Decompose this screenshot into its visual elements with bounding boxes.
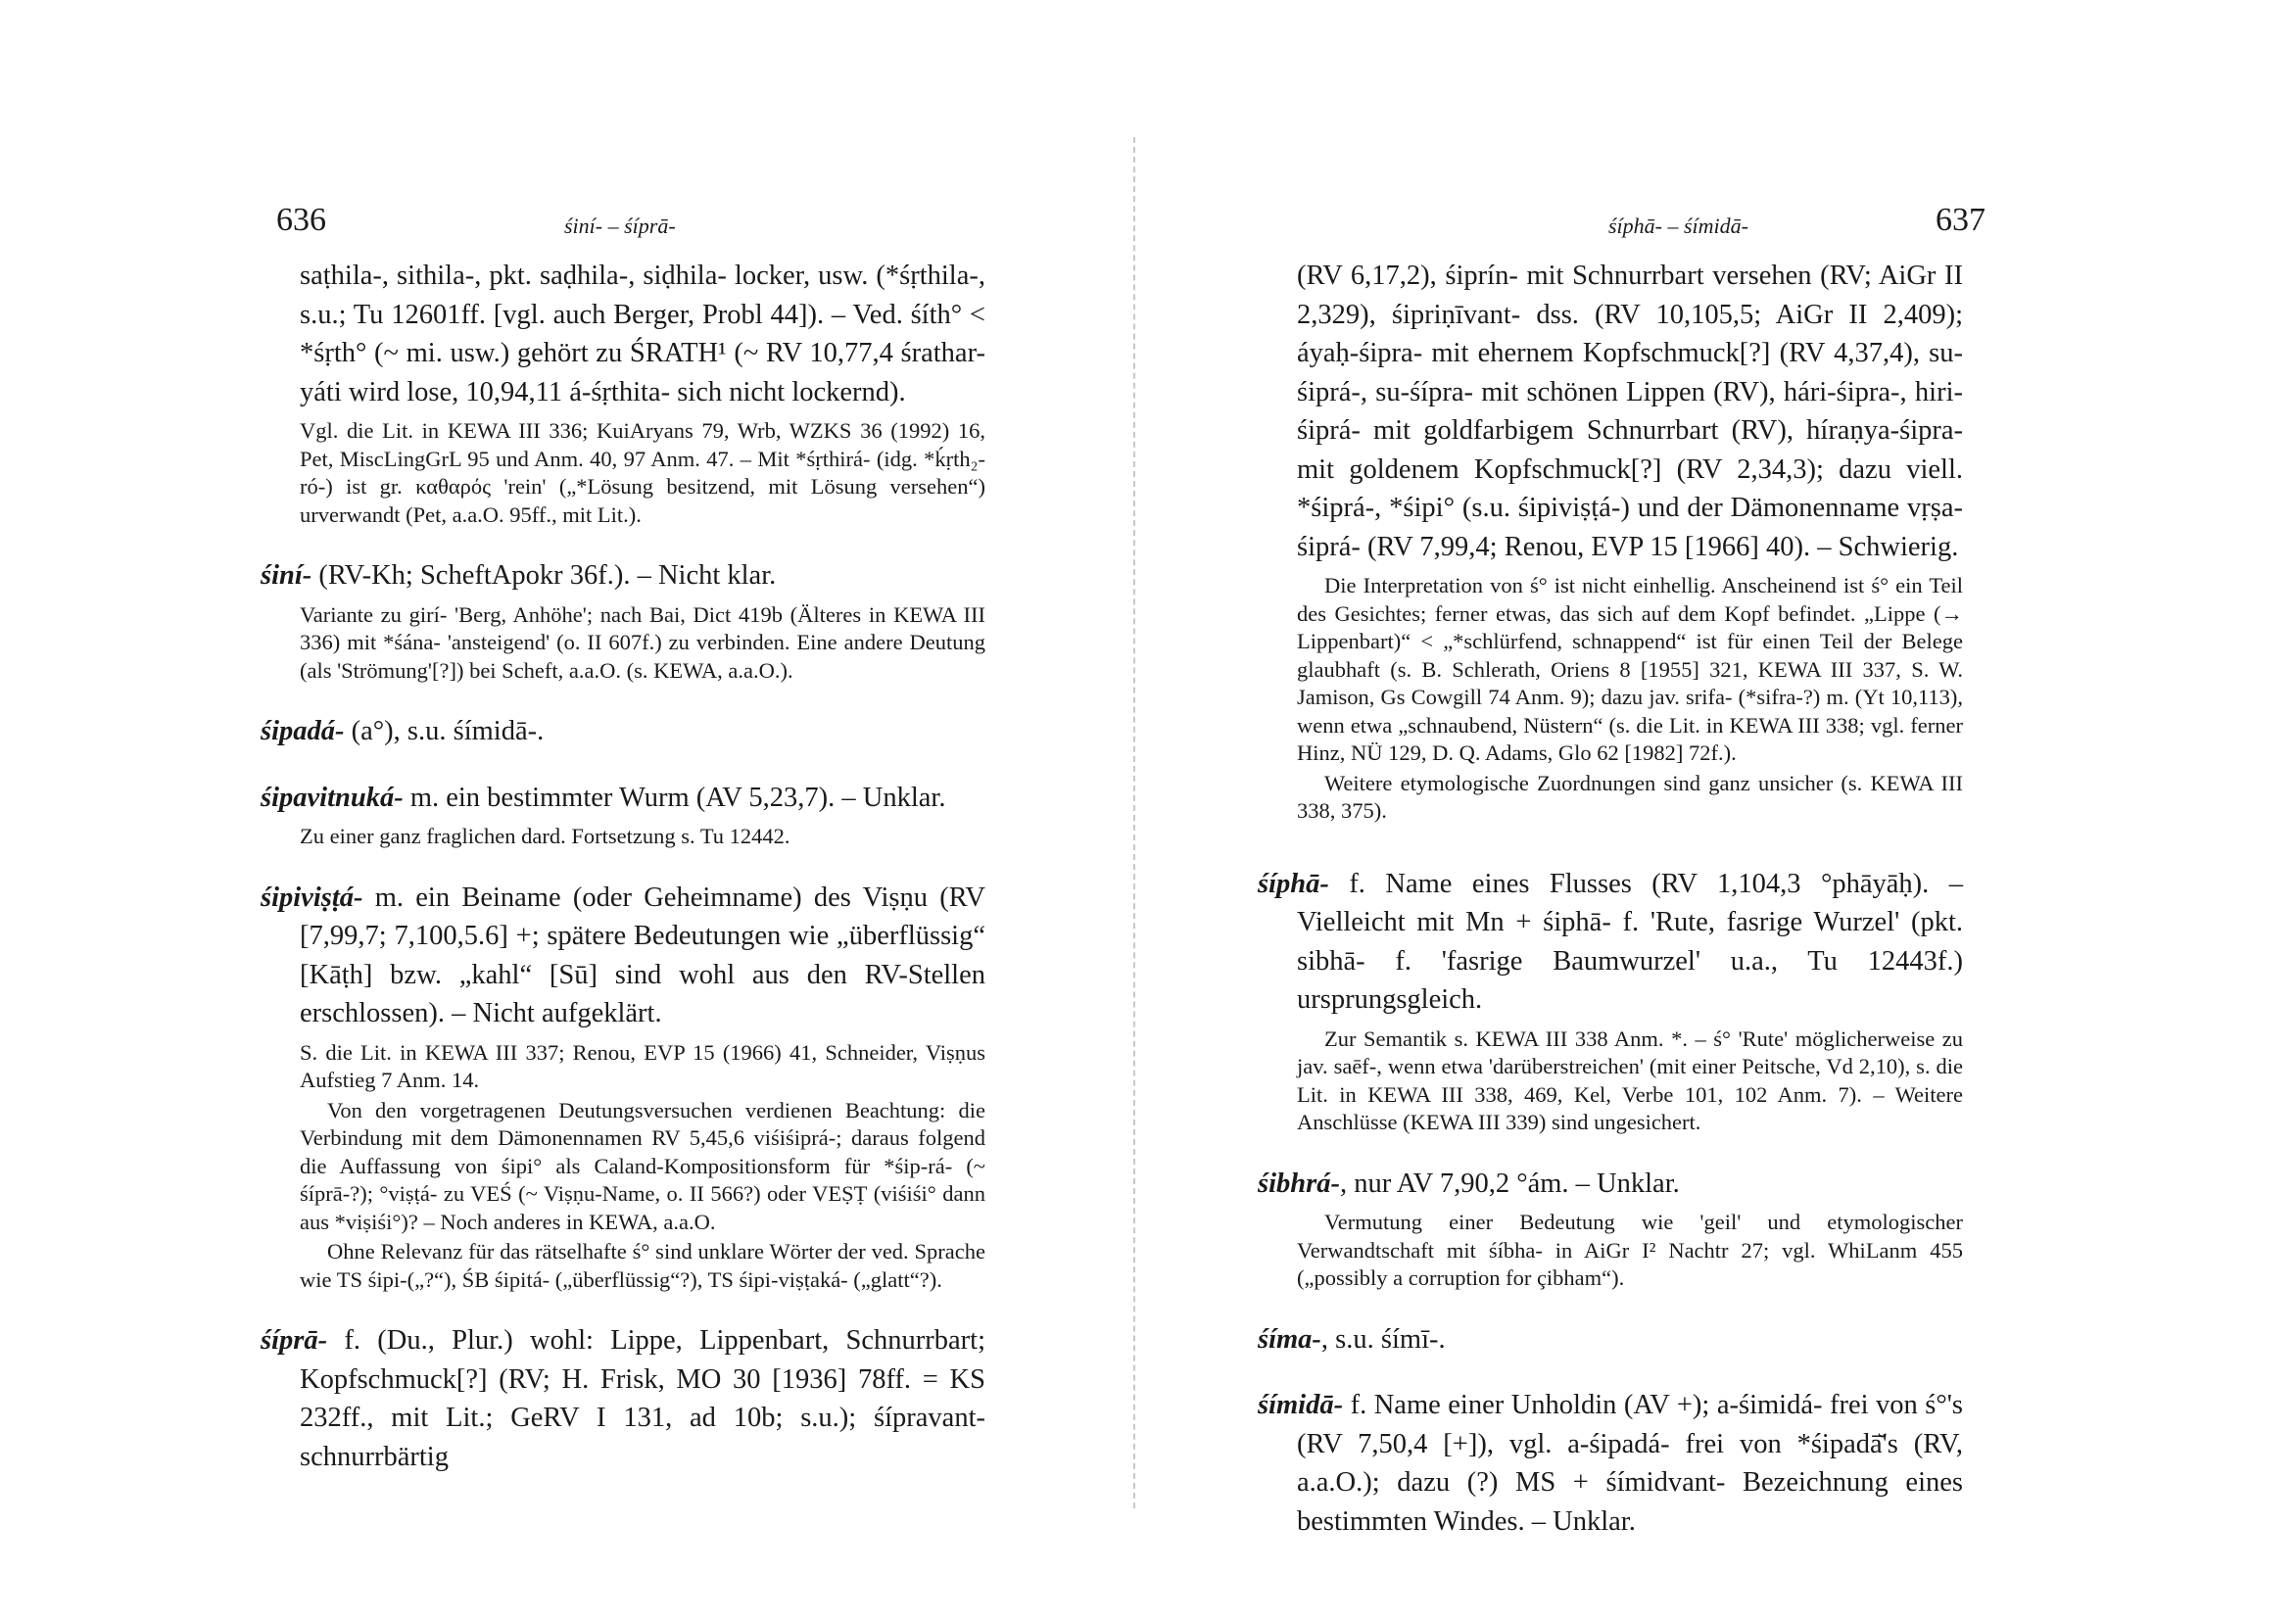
entry-text: (a°), s.u. śímidā-. — [344, 716, 545, 746]
page-body — [261, 257, 985, 1476]
entry-text: m. ein bestimmter Wurm (AV 5,23,7). – Unklar. — [403, 782, 946, 813]
lemma: śipiviṣṭá- — [261, 882, 363, 913]
page-number: 637 — [1936, 202, 1985, 238]
entry-sipha — [1258, 865, 1963, 1020]
entry-text: , s.u. śímī-. — [1320, 1323, 1446, 1355]
lemma: śibhrá- — [1258, 1168, 1340, 1199]
entry-sipivista — [261, 879, 985, 1033]
entry-text: f. Name eines Flusses (RV 1,104,3 °phāyāḥ). – Vielleicht mit Mn + śiphā- f. 'Rute, fasrige Wurzel' (pkt. sibhā- f. 'fasrige Baumwurzel' u.a., Tu 12443f.) ursprungsgleich. — [1297, 868, 1963, 1015]
entry-text: , nur AV 7,90,2 °ám. – Unklar. — [1339, 1168, 1680, 1199]
lemma: śíma- — [1258, 1323, 1321, 1355]
note: Die Interpretation von ś° ist nicht einhellig. Anscheinend ist ś° ein Teil des Gesichtes; ferner etwas, das sich auf dem Kopf befindet. „Lippe (→ Lippenbart)“ < „*schlürfend, schnappend“ ist für einen Teil der Belege glaubhaft (s. B. Schlerath, Oriens 8 [1955] 321, KEWA III 337, S. W. Jamison, Gs Cowgill 74 Anm. 9); dazu jav. srifa- (*sifra-?) m. (Yt 10,113), wenn etwa „schnaubend, Nüstern“ (s. die Lit. in KEWA III 338; vgl. ferner Hinz, NÜ 129, D. Q. Adams, Glo 62 [1982] 72f.). — [1297, 573, 1963, 765]
note: Weitere etymologische Zuordnungen sind ganz unsicher (s. KEWA III 338, 375). — [1297, 770, 1963, 823]
note: Zur Semantik s. KEWA III 338 Anm. *. – ś° 'Rute' möglicherweise zu jav. saēf-, wenn etwa 'darüberstreichen' (mit einer Peitsche, Vd 2,10), s. die Lit. in KEWA III 338, 469, Kel, Verbe 101, 102 Anm. 7). – Weitere Anschlüsse (KEWA III 339) sind ungesichert. — [1297, 1026, 1963, 1134]
entry-text: m. ein Beiname (oder Geheimname) des Viṣṇu (RV [7,99,7; 7,100,5.6] +; spätere Bedeutungen wie „überflüssig“ [Kāṭh] bzw. „kahl“ [Sū] sind wohl aus den RV-Stellen erschlossen). – Nicht aufgeklärt. — [300, 882, 985, 1028]
note: Zu einer ganz fraglichen dard. Fortsetzung s. Tu 12442. — [300, 824, 790, 848]
lemma: śímidā- — [1258, 1390, 1344, 1420]
lemma: śipadá- — [261, 716, 345, 746]
lemma: śíphā- — [1258, 868, 1329, 899]
entry-text: (RV-Kh; ScheftApokr 36f.). – Nicht klar. — [311, 560, 777, 591]
entry-sibhra — [1258, 1165, 1963, 1204]
note: Von den vorgetragenen Deutungsversuchen verdienen Beachtung: die Verbindung mit dem Dämonennamen RV 5,45,6 viśiśiprá-; daraus folgend die Auffassung von śipi° als Caland-Kompositionsform für *śip-rá- (~ śíprā-?); °viṣṭá- zu VEŚ (~ Viṣṇu-Name, o. II 566?) oder VEṢṬ (viśiśi° dann aus *viṣiśi°)? – Noch anderes in KEWA, a.a.O. — [300, 1097, 985, 1234]
page-body — [1258, 257, 1963, 1541]
entry-text: f. (Du., Plur.) wohl: Lippe, Lippenbart, Schnurrbart; Kopfschmuck[?] (RV; H. Frisk, MO 30 [1936] 78ff. = KS 232ff., mit Lit.; GeRV I 131, ad 10b; s.u.); śípravant- schnurrbärtig — [300, 1325, 985, 1472]
entry-sipavitnuka — [261, 779, 985, 818]
note: Variante zu girí- 'Berg, Anhöhe'; nach Bai, Dict 419b (Älteres in KEWA III 336) mit *śána- 'ansteigend' (o. II 607f.) zu verbinden. Eine andere Deutung (als 'Strömung'[?]) bei Scheft, a.a.O. (s. KEWA, a.a.O.). — [300, 601, 985, 683]
running-head: śiní- – śíprā- — [564, 214, 676, 238]
lemma: śiní- — [261, 560, 312, 591]
entry-text: f. Name einer Unholdin (AV +); a-śimidá- frei von ś°'s (RV 7,50,4 [+]), vgl. a-śipadá- frei von *śipadā̆'s (RV, a.a.O.); dazu (?) MS + śímidvant- Bezeichnung eines bestimmten Windes. – Unklar. — [1297, 1390, 1963, 1537]
note: S. die Lit. in KEWA III 337; Renou, EVP 15 (1966) 41, Schneider, Viṣṇus Aufstieg 7 Anm. 14. — [300, 1039, 985, 1092]
entry-sipada — [261, 712, 985, 751]
page-number: 636 — [276, 202, 326, 238]
entry-sini — [261, 556, 985, 596]
note: Vgl. die Lit. in KEWA III 336; KuiAryans 79, Wrb, WZKS 36 (1992) 16, Pet, MiscLingGrL 95 und Anm. 40, 97 Anm. 47. – Mit *śṛthirá- (idg. *ḱṛth₂-ró-) ist gr. καθαρός 'rein' („*Lösung besitzend, mit Lösung versehen“) urverwandt (Pet, a.a.O. 95ff., mit Lit.). — [300, 418, 985, 527]
right-page — [1136, 0, 2296, 1622]
lemma: śipavitnuká- — [261, 782, 404, 813]
entry-simida — [1258, 1386, 1963, 1541]
note: Vermutung einer Bedeutung wie 'geil' und etymologischer Verwandtschaft mit śíbha- in AiGr I² Nachtr 27; vgl. WhiLanm 455 („possibly a corruption for çibham“). — [1297, 1210, 1963, 1290]
entry-sima — [1258, 1320, 1963, 1360]
lemma: śíprā- — [261, 1325, 328, 1356]
entry-sipra — [261, 1321, 985, 1476]
entry-continuation: saṭhila-, sithila-, pkt. saḍhila-, siḍhila- locker, usw. (*śṛthila-, s.u.; Tu 12601ff. [vgl. auch Berger, Probl 44]). – Ved. śíth° < *śṛth° (~ mi. usw.) gehört zu ŚRATH¹ (~ RV 10,77,4 śrathar-yáti wird lose, 10,94,11 á-śṛthita- sich nicht lockernd). — [300, 261, 985, 407]
left-page — [0, 0, 1136, 1622]
running-head: śíphā- – śímidā- — [1608, 214, 1748, 238]
entry-continuation: (RV 6,17,2), śiprín- mit Schnurrbart versehen (RV; AiGr II 2,329), śipriṇīvant- dss. (RV 10,105,5; AiGr II 2,409); áyaḥ-śipra- mit ehernem Kopfschmuck[?] (RV 4,37,4), su-śiprá-, su-śípra- mit schönen Lippen (RV), hári-śipra-, hiri-śiprá- mit goldfarbigem Schnurrbart (RV), híraṇya-śipra- mit goldenem Kopfschmuck[?] (RV 2,34,3); dazu viell. *śiprá-, *śipi° (s.u. śipiviṣṭá-) und der Dämonenname vṛṣa-śiprá- (RV 7,99,4; Renou, EVP 15 [1966] 40). – Schwierig. — [1297, 261, 1963, 562]
note: Ohne Relevanz für das rätselhafte ś° sind unklare Wörter der ved. Sprache wie TS śipi-(„?“), ŚB śipitá- („überflüssig“?), TS śipi-viṣṭaká- („glatt“?). — [300, 1239, 985, 1292]
